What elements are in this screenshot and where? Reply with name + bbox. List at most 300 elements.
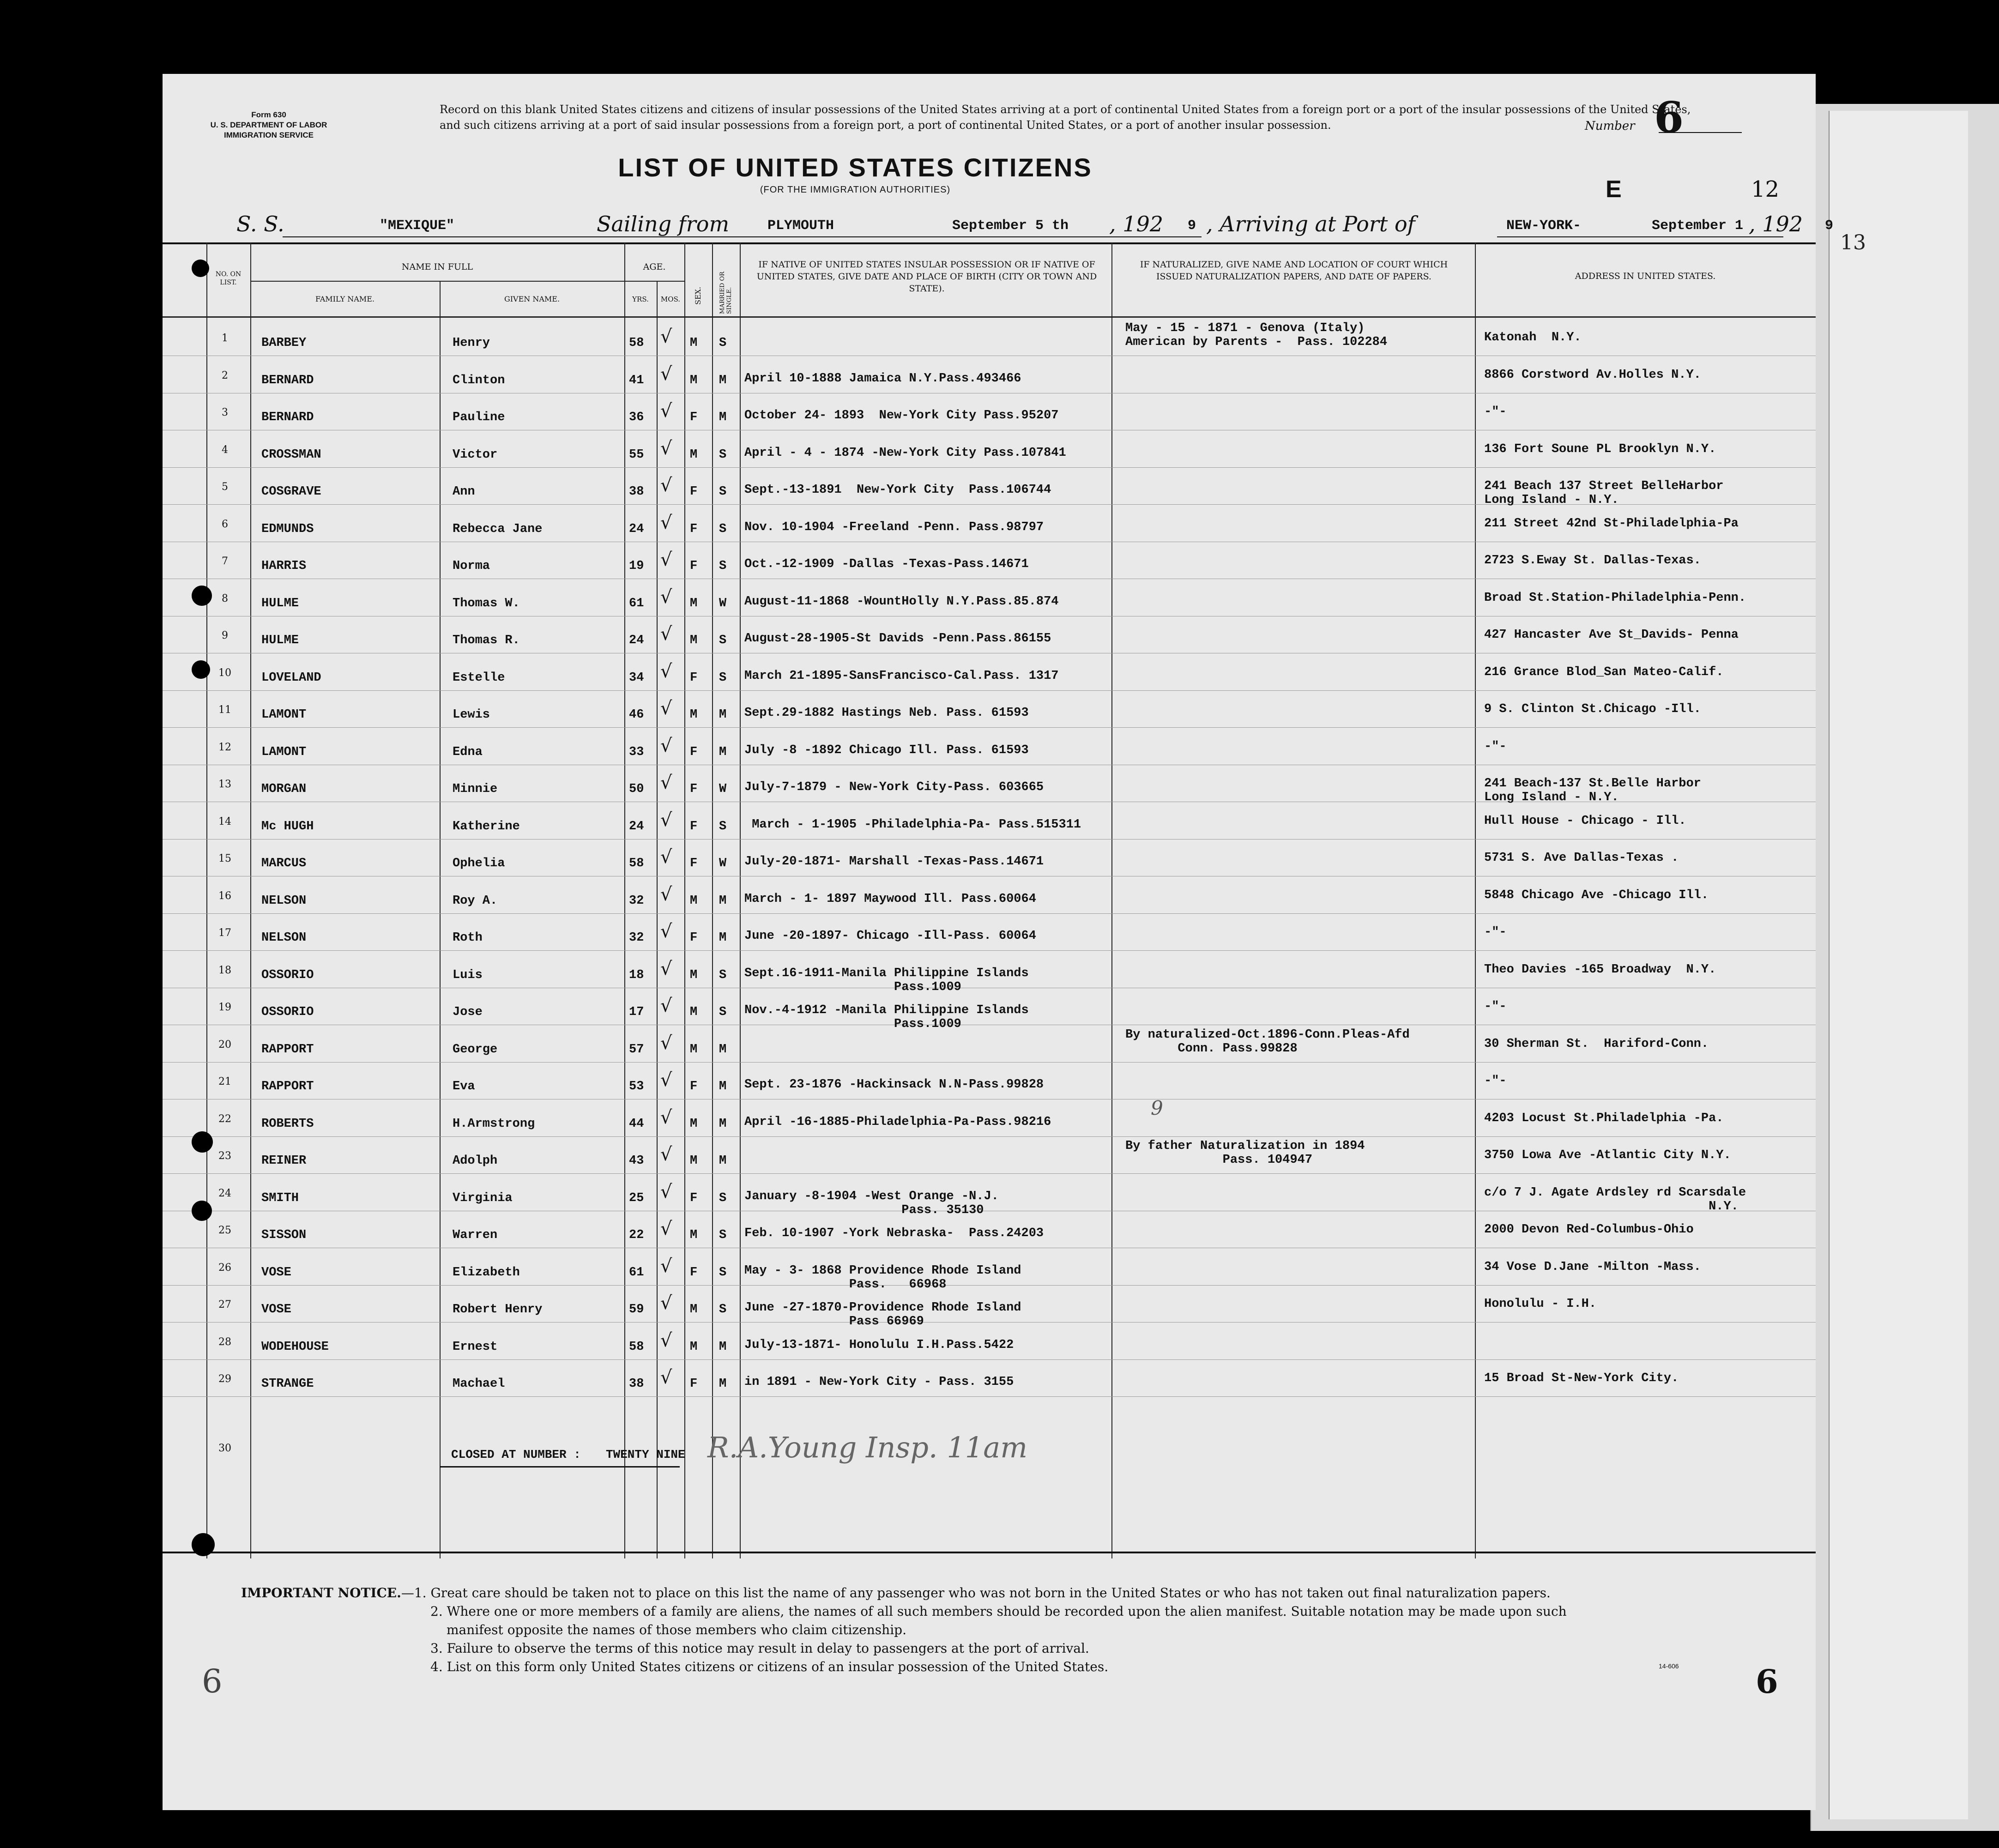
age-years: 24	[629, 634, 644, 647]
age-years: 17	[629, 1005, 644, 1019]
check-mark-icon: √	[660, 809, 672, 831]
family-name: COSGRAVE	[261, 485, 321, 499]
given-name: Roy A.	[453, 894, 498, 908]
sex: F	[690, 670, 698, 685]
birth-details: June -27-1870-Providence Rhode Island Pass 66969	[744, 1301, 1021, 1329]
check-mark-icon: √	[660, 1144, 672, 1165]
number-label: Number	[1585, 119, 1635, 133]
notice-item-2: 2. Where one or more members of a family are aliens, the names of all such members should be recorded upon the alien manifest. Suitable notation may be made upon such	[430, 1604, 1567, 1619]
check-mark-icon: √	[660, 512, 672, 533]
marital-status: W	[719, 782, 727, 796]
row-number: 8	[222, 592, 228, 604]
col-header-name: NAME IN FULL	[401, 262, 473, 272]
row-number: 2	[222, 369, 228, 381]
family-name: SISSON	[261, 1228, 307, 1242]
us-address: 211 Street 42nd St-Philadelphia-Pa	[1484, 516, 1739, 531]
check-mark-icon: √	[660, 772, 672, 793]
check-mark-icon: √	[660, 1069, 672, 1091]
sex: F	[690, 1265, 698, 1280]
family-name: VOSE	[261, 1303, 291, 1317]
table-row	[163, 1099, 1816, 1137]
us-address: -"-	[1484, 1000, 1507, 1014]
age-years: 38	[629, 485, 644, 499]
sex: M	[690, 1005, 698, 1019]
closing-row-number: 30	[218, 1443, 231, 1454]
table-row	[163, 505, 1816, 542]
naturalization-details	[1125, 544, 1481, 581]
birth-details: in 1891 - New-York City - Pass. 3155	[744, 1375, 1014, 1389]
family-name: LAMONT	[261, 708, 307, 722]
sex: M	[690, 1154, 698, 1168]
binder-hole	[192, 260, 209, 277]
table-row	[163, 765, 1816, 802]
marital-status: S	[719, 1191, 727, 1205]
age-years: 41	[629, 373, 644, 387]
binder-hole	[192, 1533, 215, 1556]
check-mark-icon: √	[660, 326, 672, 347]
check-mark-icon: √	[660, 1218, 672, 1239]
given-name: H.Armstrong	[453, 1117, 535, 1131]
row-number: 17	[218, 927, 231, 939]
given-name: Clinton	[453, 373, 505, 387]
us-address: c/o 7 J. Agate Ardsley rd Scarsdale N.Y.	[1484, 1185, 1746, 1214]
binder-hole	[192, 586, 212, 606]
sheet-code: E	[1606, 176, 1622, 203]
row-number: 16	[218, 890, 231, 902]
sex: F	[690, 485, 698, 499]
sailing-label: Sailing from	[597, 211, 730, 236]
sex: M	[690, 708, 698, 722]
given-name: Minnie	[453, 782, 498, 796]
naturalization-details	[1125, 359, 1481, 396]
sex: M	[690, 1042, 698, 1057]
marital-status: M	[719, 1080, 727, 1093]
birth-details: Oct.-12-1909 -Dallas -Texas-Pass.14671	[744, 557, 1029, 571]
given-name: Adolph	[453, 1154, 498, 1168]
table-row	[163, 542, 1816, 579]
row-number: 1	[222, 332, 228, 344]
family-name: OSSORIO	[261, 1005, 314, 1019]
family-name: CROSSMAN	[261, 447, 321, 462]
row-number: 5	[222, 481, 228, 493]
family-name: BERNARD	[261, 373, 314, 387]
naturalization-details	[1125, 1177, 1481, 1214]
age-years: 44	[629, 1117, 644, 1131]
naturalization-details	[1125, 1065, 1481, 1102]
col-header-sex: SEX.	[694, 286, 702, 305]
marital-status: S	[719, 819, 727, 833]
row-number: 15	[218, 853, 231, 864]
given-name: Roth	[453, 931, 483, 945]
table-row	[163, 802, 1816, 839]
birth-details: April -16-1885-Philadelphia-Pa-Pass.98216	[744, 1115, 1051, 1129]
given-name: Norma	[453, 559, 490, 573]
naturalization-details	[1125, 1214, 1481, 1250]
table-row	[163, 616, 1816, 653]
check-mark-icon: √	[660, 400, 672, 422]
family-name: BARBEY	[261, 336, 307, 350]
age-years: 32	[629, 931, 644, 945]
table-row	[163, 467, 1816, 505]
check-mark-icon: √	[660, 549, 672, 570]
sex: M	[690, 596, 698, 610]
marital-status: S	[719, 522, 727, 536]
birth-details: July-7-1879 - New-York City-Pass. 603665	[744, 780, 1044, 794]
row-number: 25	[218, 1225, 231, 1236]
age-years: 50	[629, 782, 644, 796]
col-header-no: NO. ON LIST.	[215, 271, 242, 286]
marital-status: S	[719, 634, 727, 647]
marital-status: S	[719, 1005, 727, 1019]
form-print-code: 14-606	[1659, 1662, 1679, 1670]
check-mark-icon: √	[660, 1181, 672, 1202]
sex: M	[690, 336, 698, 350]
notice-item-3: 3. Failure to observe the terms of this notice may result in delay to passengers at the port of arrival.	[430, 1641, 1089, 1656]
table-row	[163, 1211, 1816, 1248]
us-address: -"-	[1484, 739, 1507, 754]
year-suffix-2: 9	[1825, 218, 1834, 234]
row-number: 21	[218, 1076, 231, 1087]
service-name: IMMIGRATION SERVICE	[224, 131, 314, 139]
family-name: MORGAN	[261, 782, 307, 796]
birth-details: July -8 -1892 Chicago Ill. Pass. 61593	[744, 743, 1029, 757]
col-header-mos: MOS.	[660, 295, 681, 303]
marital-status: M	[719, 745, 727, 759]
us-address: 30 Sherman St. Hariford-Conn.	[1484, 1037, 1709, 1051]
row-number: 11	[218, 704, 231, 716]
table-bottom-rule	[163, 1552, 1816, 1553]
marital-status: M	[719, 373, 727, 387]
family-name: ROBERTS	[261, 1117, 314, 1131]
departure-port: PLYMOUTH	[767, 218, 834, 234]
age-years: 61	[629, 1265, 644, 1280]
family-name: MARCUS	[261, 857, 307, 870]
row-number: 9	[222, 630, 228, 641]
given-name: Ernest	[453, 1340, 498, 1354]
age-years: 53	[629, 1080, 644, 1093]
check-mark-icon: √	[660, 363, 672, 385]
table-row	[163, 1359, 1816, 1397]
given-name: Victor	[453, 447, 498, 462]
naturalization-details	[1125, 916, 1481, 953]
family-name: VOSE	[261, 1265, 291, 1280]
naturalization-details	[1125, 656, 1481, 693]
check-mark-icon: √	[660, 1329, 672, 1351]
age-years: 59	[629, 1303, 644, 1317]
marital-status: S	[719, 968, 727, 982]
birth-details: April 10-1888 Jamaica N.Y.Pass.493466	[744, 371, 1021, 386]
page-subtitle: (FOR THE IMMIGRATION AUTHORITIES)	[760, 185, 951, 195]
us-address: 5731 S. Ave Dallas-Texas .	[1484, 851, 1679, 865]
row-number: 10	[218, 667, 231, 679]
sex: M	[690, 1117, 698, 1131]
given-name: Robert Henry	[453, 1303, 543, 1317]
table-row	[163, 430, 1816, 468]
age-years: 32	[629, 894, 644, 908]
us-address: 15 Broad St-New-York City.	[1484, 1371, 1679, 1385]
family-name: HARRIS	[261, 559, 307, 573]
check-mark-icon: √	[660, 995, 672, 1016]
marital-status: S	[719, 447, 727, 462]
marital-status: S	[719, 485, 727, 499]
birth-details: March - 1- 1897 Maywood Ill. Pass.60064	[744, 892, 1036, 906]
marital-status: S	[719, 670, 727, 685]
birth-details: Sept.29-1882 Hastings Neb. Pass. 61593	[744, 706, 1029, 720]
us-address: 4203 Locust St.Philadelphia -Pa.	[1484, 1111, 1724, 1125]
col-header-family: FAMILY NAME.	[315, 295, 374, 303]
family-name: EDMUNDS	[261, 522, 314, 536]
table-row	[163, 1174, 1816, 1217]
given-name: Ophelia	[453, 857, 505, 870]
marital-status: S	[719, 1303, 727, 1317]
closed-underline	[440, 1466, 680, 1468]
family-name: REINER	[261, 1154, 307, 1168]
check-mark-icon: √	[660, 586, 672, 608]
binder-hole	[192, 1131, 213, 1153]
marital-status: S	[719, 1265, 727, 1280]
check-mark-icon: √	[660, 698, 672, 719]
ship-name: "MEXIQUE"	[380, 218, 455, 234]
check-mark-icon: √	[660, 1032, 672, 1054]
age-years: 33	[629, 745, 644, 759]
family-name: NELSON	[261, 894, 307, 908]
naturalization-details	[1125, 1325, 1481, 1362]
marital-status: S	[719, 559, 727, 573]
table-top-rule	[163, 242, 1816, 244]
sex: F	[690, 745, 698, 759]
marital-status: M	[719, 894, 727, 908]
sex: F	[690, 1377, 698, 1391]
list-number: 6	[1654, 92, 1684, 142]
age-years: 38	[629, 1377, 644, 1391]
us-address: 427 Hancaster Ave St_Davids- Penna	[1484, 628, 1739, 642]
given-name: Lewis	[453, 708, 490, 722]
record-instructions: Record on this blank United States citizens and citizens of insular possessions of the United States arriving at a port of continental United States from a foreign port or a port of the insular possessions of the United States, and such citizens arriving at a port of said insular possessions from a foreign port, a port of continental United States, or a port of another insular possession.	[440, 103, 1691, 132]
naturalization-details	[1125, 1251, 1481, 1288]
marital-status: W	[719, 596, 727, 610]
check-mark-icon: √	[660, 921, 672, 942]
notice-item-1: —1. Great care should be taken not to place on this list the name of any passenger who was not born in the United States or who has not taken out final naturalization papers.	[401, 1585, 1551, 1600]
table-row	[163, 653, 1816, 691]
row-number: 26	[218, 1262, 231, 1274]
given-name: Pauline	[453, 411, 505, 424]
age-years: 55	[629, 447, 644, 462]
birth-details: Sept. 23-1876 -Hackinsack N.N-Pass.99828	[744, 1078, 1044, 1092]
check-mark-icon: √	[660, 1255, 672, 1277]
arrival-port: NEW-YORK-	[1506, 218, 1582, 234]
col-header-address: ADDRESS IN UNITED STATES.	[1575, 271, 1716, 281]
us-address: Honolulu - I.H.	[1484, 1297, 1597, 1311]
age-years: 58	[629, 336, 644, 350]
table-row	[163, 1323, 1816, 1360]
check-mark-icon: √	[660, 958, 672, 979]
row-number: 7	[222, 556, 228, 567]
given-name: Luis	[453, 968, 483, 982]
age-years: 58	[629, 1340, 644, 1354]
check-mark-icon: √	[660, 623, 672, 645]
family-name: HULME	[261, 634, 299, 647]
us-address: -"-	[1484, 405, 1507, 419]
naturalization-details	[1125, 693, 1481, 730]
table-row	[163, 1025, 1816, 1063]
sex: F	[690, 782, 698, 796]
us-address: 9 S. Clinton St.Chicago -Ill.	[1484, 702, 1701, 716]
sex: F	[690, 411, 698, 424]
us-address: 5848 Chicago Ave -Chicago Ill.	[1484, 888, 1709, 902]
naturalization-details	[1125, 767, 1481, 804]
birth-details: Feb. 10-1907 -York Nebraska- Pass.24203	[744, 1226, 1044, 1240]
table-row	[163, 913, 1816, 951]
form-number: Form 630	[251, 110, 286, 119]
table-row	[163, 579, 1816, 616]
birth-details: Nov.-4-1912 -Manila Philippine Islands Pass.1009	[744, 1003, 1029, 1031]
family-name: Mc HUGH	[261, 819, 314, 833]
age-years: 24	[629, 522, 644, 536]
header-bottom-rule	[163, 316, 1816, 318]
us-address: 8866 Corstword Av.Holles N.Y.	[1484, 368, 1701, 382]
birth-details: Sept.-13-1891 New-York City Pass.106744	[744, 483, 1051, 497]
table-row	[163, 356, 1816, 393]
age-years: 57	[629, 1042, 644, 1057]
inspector-signature: R.A.Young Insp. 11am	[707, 1431, 1027, 1464]
family-name: HULME	[261, 596, 299, 610]
age-years: 25	[629, 1191, 644, 1205]
row-number: 23	[218, 1150, 231, 1162]
row-number: 6	[222, 518, 228, 530]
row-number: 22	[218, 1113, 231, 1125]
stacked-pages-middle	[1829, 111, 1968, 1819]
sex: M	[690, 447, 698, 462]
family-name: LAMONT	[261, 745, 307, 759]
marital-status: M	[719, 1340, 727, 1354]
naturalization-details	[1125, 396, 1481, 433]
family-name: RAPPORT	[261, 1080, 314, 1093]
col-header-age: AGE.	[643, 262, 666, 272]
us-address: -"-	[1484, 925, 1507, 939]
row-number: 19	[218, 1002, 231, 1013]
col-header-given: GIVEN NAME.	[504, 295, 560, 303]
arriving-label: , Arriving at Port of	[1206, 211, 1415, 236]
age-years: 19	[629, 559, 644, 573]
table-row	[163, 876, 1816, 914]
binder-hole	[192, 1201, 212, 1221]
sex: M	[690, 894, 698, 908]
naturalization-details: By naturalized-Oct.1896-Conn.Pleas-Afd Conn. Pass.99828	[1125, 1027, 1410, 1056]
naturalization-details	[1125, 990, 1481, 1027]
page-number-left: 6	[202, 1662, 223, 1700]
us-address: 34 Vose D.Jane -Milton -Mass.	[1484, 1260, 1701, 1274]
age-years: 34	[629, 670, 644, 685]
sex: F	[690, 522, 698, 536]
us-address: 136 Fort Soune PL Brooklyn N.Y.	[1484, 442, 1716, 456]
us-address: Theo Davies -165 Broadway N.Y.	[1484, 962, 1716, 977]
ss-label: S. S.	[236, 211, 284, 236]
check-mark-icon: √	[660, 735, 672, 756]
naturalization-details	[1125, 879, 1481, 916]
check-mark-icon: √	[660, 846, 672, 868]
marital-status: M	[719, 1117, 727, 1131]
age-years: 18	[629, 968, 644, 982]
naturalization-details: By father Naturalization in 1894 Pass. 104947	[1125, 1139, 1365, 1167]
sex: F	[690, 819, 698, 833]
us-address: Hull House - Chicago - Ill.	[1484, 814, 1686, 828]
family-name: NELSON	[261, 931, 307, 945]
given-name: Elizabeth	[453, 1265, 520, 1280]
naturalization-details	[1125, 805, 1481, 842]
family-name: SMITH	[261, 1191, 299, 1205]
table-row	[163, 728, 1816, 765]
naturalization-details	[1125, 433, 1481, 470]
col-header-naturalized: IF NATURALIZED, GIVE NAME AND LOCATION OF COURT WHICH ISSUED NATURALIZATION PAPERS, AND DATE OF PAPERS.	[1140, 260, 1448, 282]
page-title: LIST OF UNITED STATES CITIZENS	[618, 153, 1093, 182]
naturalization-details	[1125, 1102, 1481, 1139]
given-name: Estelle	[453, 670, 505, 685]
family-name: WODEHOUSE	[261, 1340, 329, 1354]
us-address: -"-	[1484, 1074, 1507, 1088]
sex: F	[690, 1191, 698, 1205]
age-years: 22	[629, 1228, 644, 1242]
birth-details: May - 3- 1868 Providence Rhode Island Pass. 66968	[744, 1263, 1021, 1292]
notice-item-4: 4. List on this form only United States citizens or citizens of an insular possession of the United States.	[430, 1659, 1109, 1674]
birth-details: June -20-1897- Chicago -Ill-Pass. 60064	[744, 929, 1036, 943]
check-mark-icon: √	[660, 475, 672, 496]
given-name: Thomas W.	[453, 596, 520, 610]
family-name: RAPPORT	[261, 1042, 314, 1057]
naturalization-details	[1125, 582, 1481, 619]
marital-status: S	[719, 1228, 727, 1242]
birth-details: April - 4 - 1874 -New-York City Pass.107841	[744, 446, 1066, 460]
check-mark-icon: √	[660, 1367, 672, 1388]
sex: M	[690, 634, 698, 647]
check-mark-icon: √	[660, 883, 672, 905]
department-name: U. S. DEPARTMENT OF LABOR	[210, 121, 327, 129]
us-address: 2000 Devon Red-Columbus-Ohio	[1484, 1223, 1694, 1237]
birth-details: Sept.16-1911-Manila Philippine Islands Pass.1009	[744, 966, 1029, 994]
binder-hole	[192, 660, 210, 679]
naturalization-details	[1125, 619, 1481, 656]
table-row	[163, 839, 1816, 876]
us-address: 3750 Lowa Ave -Atlantic City N.Y.	[1484, 1148, 1731, 1162]
us-address: Broad St.Station-Philadelphia-Penn.	[1484, 591, 1746, 605]
sheet-code-number: 12	[1751, 176, 1780, 202]
row-number: 12	[218, 741, 231, 753]
col-header-birth: IF NATIVE OF UNITED STATES INSULAR POSSESSION OR IF NATIVE OF UNITED STATES, GIVE DATE AND PLACE OF BIRTH (CITY OR TOWN AND STATE).	[756, 260, 1097, 294]
sex: M	[690, 1303, 698, 1317]
table-row	[163, 690, 1816, 728]
us-address: 216 Grance Blod_San Mateo-Calif.	[1484, 665, 1724, 679]
age-years: 36	[629, 411, 644, 424]
table-row	[163, 1248, 1816, 1292]
sex: M	[690, 1228, 698, 1242]
year-prefix-2: , 192	[1749, 211, 1803, 236]
family-name: STRANGE	[261, 1377, 314, 1391]
birth-details: March - 1-1905 -Philadelphia-Pa- Pass.515311	[744, 817, 1081, 832]
row-number: 28	[218, 1336, 231, 1348]
us-address: 241 Beach-137 St.Belle Harbor Long Island - N.Y.	[1484, 777, 1701, 804]
row-number: 20	[218, 1039, 231, 1051]
closed-at-label: CLOSED AT NUMBER :	[451, 1448, 581, 1461]
col-header-married: MARRIED OR SINGLE.	[719, 272, 733, 314]
given-name: Eva	[453, 1080, 475, 1093]
birth-details: March 21-1895-SansFrancisco-Cal.Pass. 1317	[744, 669, 1059, 683]
row-number: 14	[218, 815, 231, 827]
family-name: BERNARD	[261, 411, 314, 424]
family-name: OSSORIO	[261, 968, 314, 982]
row-number: 24	[218, 1187, 231, 1199]
age-years: 61	[629, 596, 644, 610]
given-name: Machael	[453, 1377, 505, 1391]
pencil-mark: 9	[1151, 1097, 1163, 1119]
